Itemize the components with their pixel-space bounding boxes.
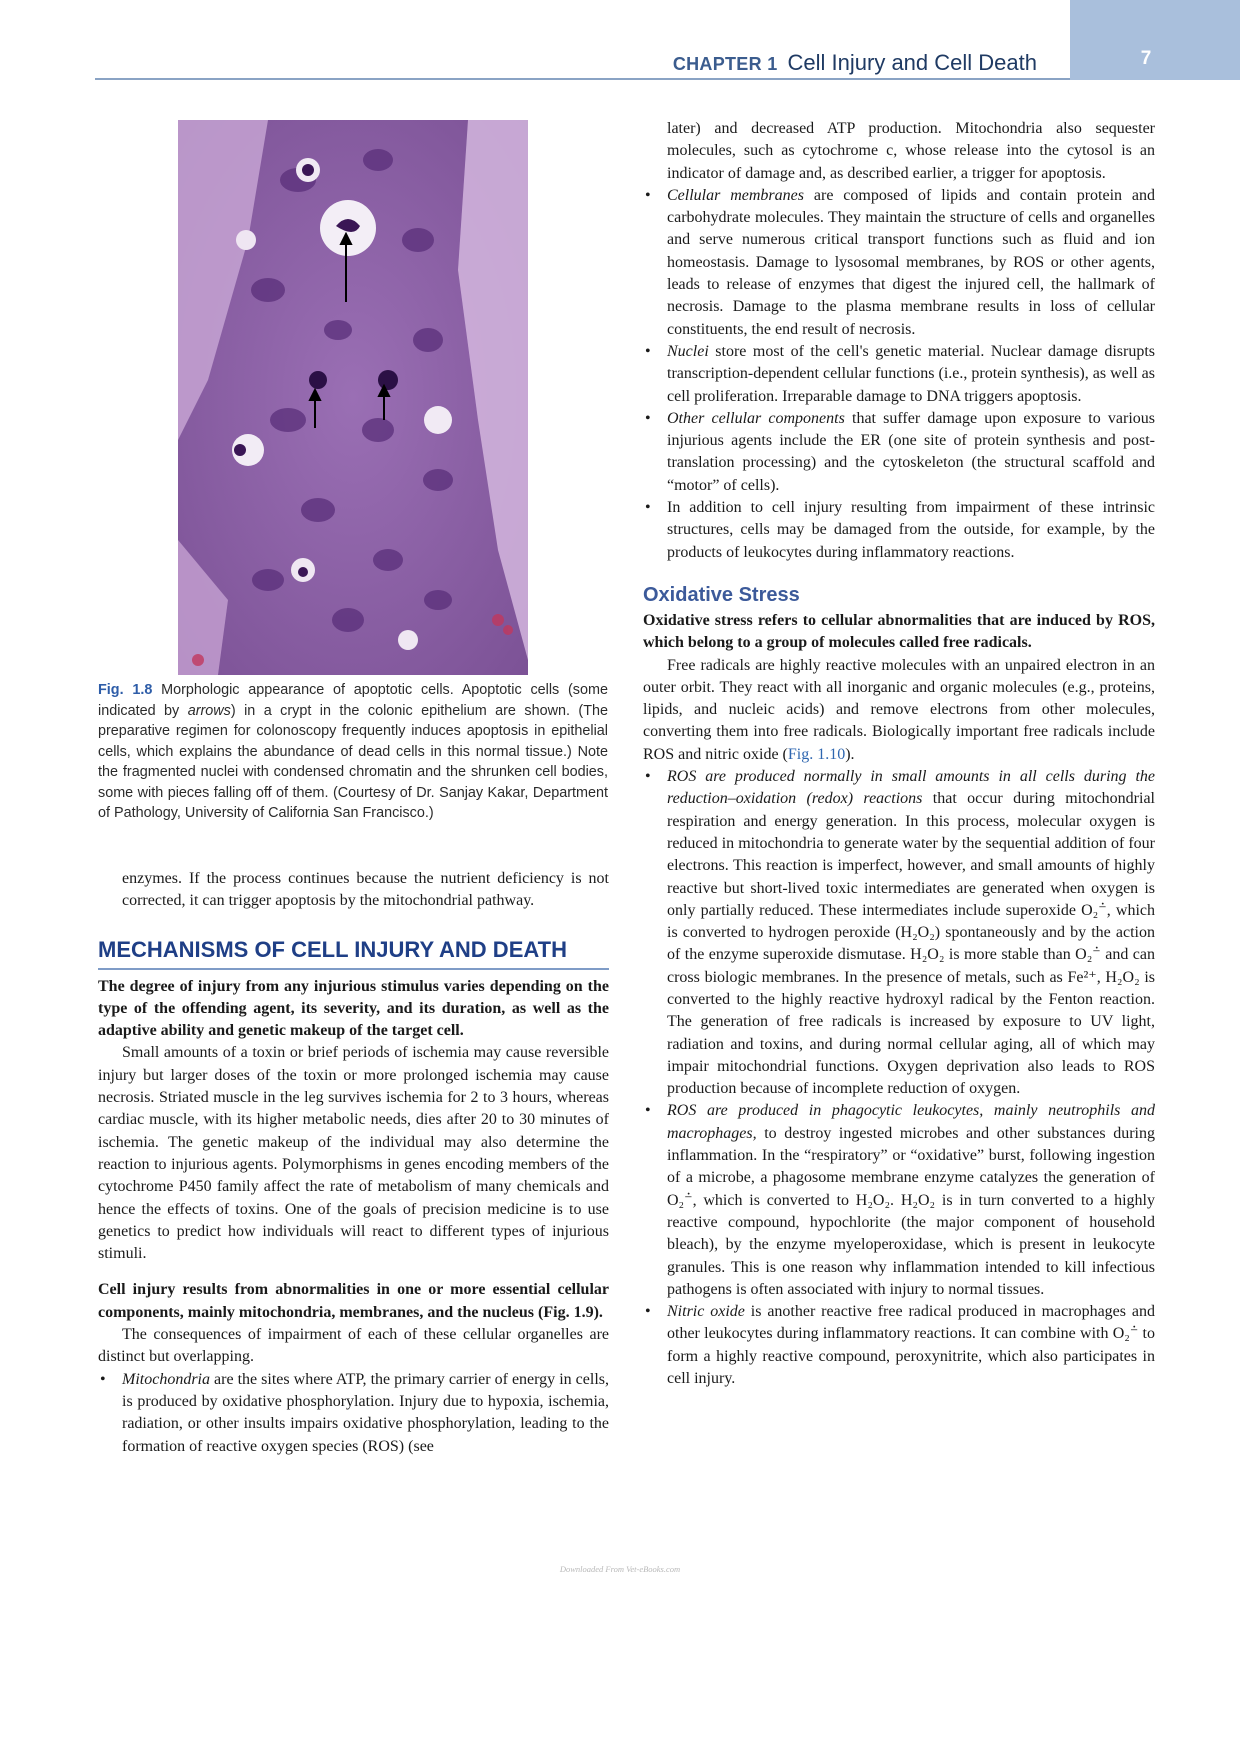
key-statement: Cell injury results from abnormalities in one or more essential cellular components, mainly mitochondria, membranes, and the nucleus (Fig. 1.9). (98, 1281, 609, 1321)
left-column (98, 868, 609, 1458)
right-column (643, 118, 1155, 1390)
subsection-heading: Oxidative Stress (643, 583, 800, 606)
figure-caption: Fig. 1.8 Morphologic appearance of apoptotic cells. Apoptotic cells (some indicated by arrows) in a crypt in the colonic epithelium are shown. (The preparative regimen for colonoscopy frequently induces apoptosis in epithelial cells, which explains the abundance of dead cells in this normal tissue.) Note the fragmented nuclei with condensed chromatin and the shrunken cell bodies, some with pieces falling off of them. (Courtesy of Dr. Sanjay Kakar, Department of Pathology, University of California San Francisco.) (98, 682, 608, 821)
page-number: 7 (1140, 48, 1152, 69)
list-item: • ROS are produced in phagocytic leukocytes, mainly neutrophils and macrophages, to destroy ingested microbes and other substances during inflammation. In the “respiratory” or “oxidative” burst, following ingestion of a microbe, a phagosome membrane enzyme catalyzes the generation of O₂⁻̇, which is converted to H₂O₂. H₂O₂ is in turn converted to a highly reactive compound, hypochlorite (the major component of household bleach), by the enzyme myeloperoxidase, which is present in leukocyte granules. This is one reason why inflammation intended to kill infectious pathogens is often associated with injury to normal tissues. (643, 1100, 1155, 1301)
list-item: • Cellular membranes are composed of lipids and contain protein and carbohydrate molecules. They maintain the structure of cells and organelles and serve numerous critical transport functions such as fluid and ion homeostasis. Damage to lysosomal membranes, by ROS or other agents, leads to release of enzymes that digest the injured cell, the hallmark of necrosis. Damage to the plasma membrane results in loss of cellular constituents, the end result of necrosis. (643, 185, 1155, 341)
list-item: • Mitochondria are the sites where ATP, the primary carrier of energy in cells, is produced by oxidative phosphorylation. Injury due to hypoxia, ischemia, radiation, or other insults impairs oxidative phosphorylation, leading to the formation of reactive oxygen species (ROS) (see (98, 1369, 609, 1458)
key-statement: Oxidative stress refers to cellular abnormalities that are induced by ROS, which belong to a group of molecules called free radicals. (643, 611, 1155, 652)
micrograph-figure (178, 120, 528, 675)
chapter-title: Cell Injury and Cell Death (787, 50, 1037, 75)
bullet-list (98, 1369, 609, 1458)
download-watermark: Downloaded From Vet-eBooks.com (559, 1564, 681, 1574)
list-item: • ROS are produced normally in small amounts in all cells during the reduction–oxidation (redox) reactions that occur during mitochondrial respiration and energy generation. In this process, molecular oxygen is reduced in mitochondria to generate water by the sequential addition of four electrons. This reaction is imperfect, however, and small amounts of highly reactive but short-lived toxic intermediates are generated when oxygen is only partially reduced. These intermediates include superoxide O₂⁻̇, which is converted to hydrogen peroxide (H₂O₂) spontaneously and by the action of the enzyme superoxide dismutase. H₂O₂ is more stable than O₂⁻̇ and can cross biologic membranes. In the presence of metals, such as Fe²⁺, H₂O₂ is converted to the highly reactive hydroxyl radical by the Fenton reaction. The generation of free radicals is increased by exposure to UV light, radiation and toxins, and during normal cellular aging, all of which may impair mitochondrial functions. Oxygen deprivation also leads to ROS production because of incomplete reduction of oxygen. (643, 766, 1155, 1100)
figure-label: Fig. 1.8 (98, 682, 153, 698)
running-header (0, 0, 1240, 80)
section-heading: MECHANISMS OF CELL INJURY AND DEATH (98, 937, 609, 970)
paragraph: Small amounts of a toxin or brief periods of ischemia may cause reversible injury but larger doses of the toxin or more prolonged ischemia may cause necrosis. Striated muscle in the leg survives ischemia for 2 to 3 hours, whereas cardiac muscle, with its higher metabolic needs, dies after 20 to 30 minutes of ischemia. The genetic makeup of the individual may also determine the reaction to injurious agents. Polymorphisms in genes encoding members of the cytochrome P450 family affect the rate of metabolism of many chemicals and hence the effects of toxins. One of the goals of precision medicine is to use genetics to predict how individuals will react to different types of injurious stimuli. (98, 1044, 609, 1263)
list-item: • Other cellular components that suffer damage upon exposure to various injurious agents include the ER (one site of protein synthesis and post-translation processing) and the cytoskeleton (the structural scaffold and “motor” of cells). (643, 408, 1155, 497)
header-rule (95, 78, 1070, 80)
chapter-label (673, 50, 1037, 76)
paragraph: Free radicals are highly reactive molecules with an unpaired electron in an outer orbit. They react with all inorganic and organic molecules (e.g., proteins, lipids, and nucleic acids) and remove electrons from other molecules, converting them into free radicals. Biologically important free radicals include ROS and nitric oxide (Fig. 1.10). (643, 656, 1155, 763)
list-item: • In addition to cell injury resulting from impairment of these intrinsic structures, cells may be damaged from the outside, for example, by the products of leukocytes during inflammatory reactions. (643, 497, 1155, 564)
micrograph-image (178, 120, 528, 675)
figure-link[interactable]: Fig. 1.10 (787, 745, 846, 763)
list-item: later) and decreased ATP production. Mitochondria also sequester molecules, such as cytochrome c, whose release into the cytosol is an indicator of damage and, as described earlier, a trigger for apoptosis. (667, 120, 1155, 182)
bullet-list (643, 766, 1155, 1390)
list-item: • Nuclei store most of the cell's genetic material. Nuclear damage disrupts transcription-dependent cellular functions (i.e., protein synthesis), as well as cell proliferation. Irreparable damage to DNA triggers apoptosis. (643, 341, 1155, 408)
continued-paragraph: enzymes. If the process continues because the nutrient deficiency is not corrected, it can trigger apoptosis by the mitochondrial pathway. (122, 870, 609, 910)
paragraph: The consequences of impairment of each of these cellular organelles are distinct but overlapping. (98, 1326, 609, 1366)
list-item: • Nitric oxide is another reactive free radical produced in macrophages and other leukocytes during inflammatory reactions. It can combine with O₂⁻̇ to form a highly reactive compound, peroxynitrite, which also participates in cell injury. (643, 1301, 1155, 1390)
key-statement: The degree of injury from any injurious stimulus varies depending on the type of the offending agent, its severity, and its duration, as well as the adaptive ability and genetic makeup of the target cell. (98, 977, 609, 1040)
bullet-list (643, 118, 1155, 564)
chapter-number: CHAPTER 1 (672, 54, 778, 74)
